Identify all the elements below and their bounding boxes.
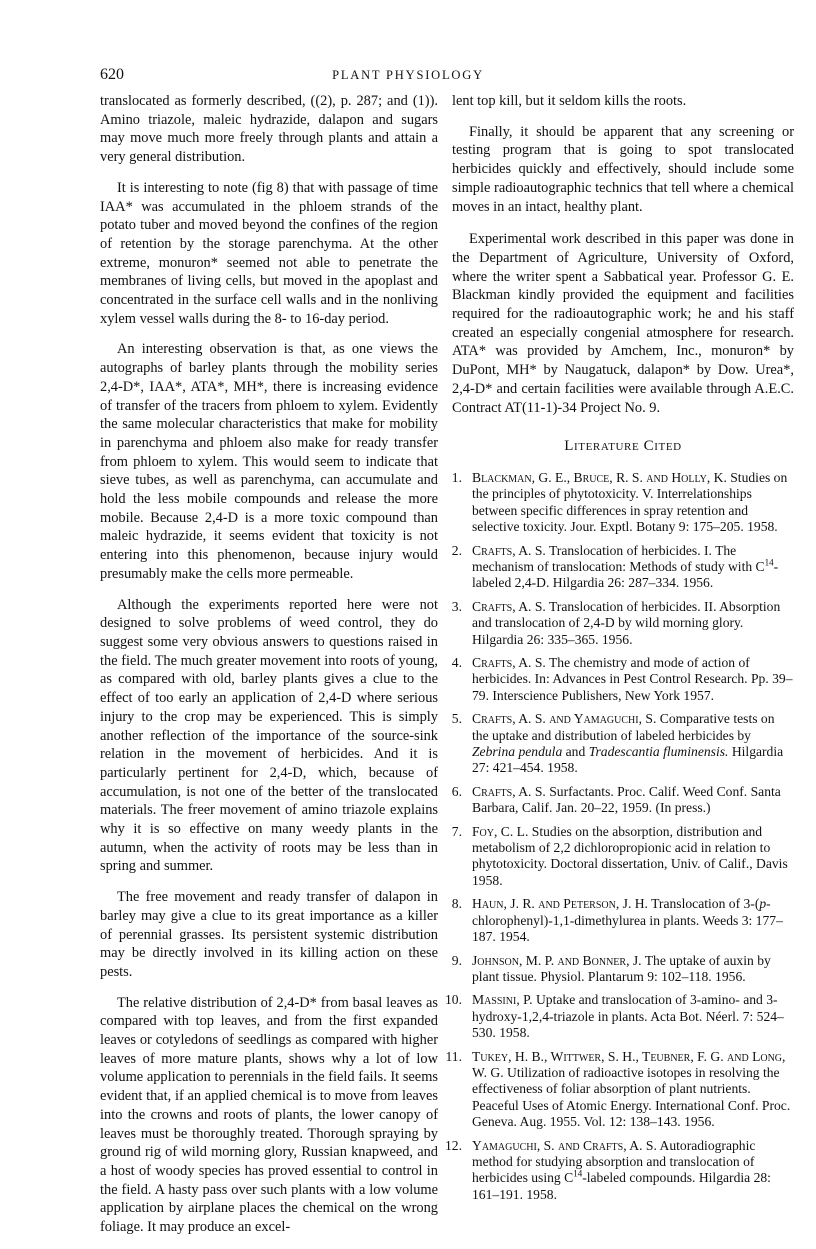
reference-authors: Johnson, M. P. and Bonner, J.	[472, 952, 642, 968]
paragraph: An interesting observation is that, as one views the autographs of barley plants through the mobility series 2,4-D*, IAA*, ATA*, MH*, there is increasing evidence of transfer of the tracers from phloem to xylem. Evidently the same molecular characteristics that make for mobility in parenchyma and phloem also make for ready transfer from phloem to xylem. This would seem to indicate that sieve tubes, as well as parenchyma, can accumulate and hold the less mobile compounds and release the more mobile. Because 2,4-D is a more toxic compound than maleic hydrazide, it seems evident that toxicity is not entering into this phenomenon, because injury would presumably make the cells more permeable.	[100, 341, 438, 582]
reference-item	[452, 543, 794, 592]
reference-number: 7.	[451, 823, 462, 839]
reference-text: The uptake of auxin by plant tissue. Physiol. Plantarum 9: 102–118. 1956.	[472, 952, 771, 984]
reference-text: -labeled 2,4-D. Hilgardia 26: 287–334. 1956.	[472, 558, 779, 591]
reference-text: Comparative tests on the uptake and distribution of labeled herbicides by	[472, 711, 775, 743]
reference-number: 1.	[451, 469, 462, 485]
superscript: 14	[764, 557, 774, 568]
reference-item	[452, 470, 794, 536]
reference-number: 6.	[451, 783, 462, 799]
paragraph: lent top kill, but it seldom kills the roots.	[452, 93, 687, 109]
reference-authors: Tukey, H. B., Wittwer, S. H., Teubner, F. G. and Long, W. G.	[472, 1048, 786, 1080]
reference-authors: Foy, C. L.	[472, 823, 529, 839]
species-name: Tradescantia fluminensis.	[588, 744, 729, 760]
reference-authors: Yamaguchi, S. and Crafts, A. S.	[472, 1137, 657, 1153]
reference-text: Studies on the principles of phytotoxicity. V. Interrelationships between specific differences in spray retention and selective toxicity. Jour. Exptl. Botany 9: 175–205. 1958.	[472, 469, 788, 535]
reference-item	[452, 896, 794, 945]
reference-text: Translocation of 3-(	[651, 896, 760, 912]
reference-number: 3.	[451, 598, 462, 614]
reference-authors: Crafts, A. S.	[472, 598, 546, 614]
paragraph: Although the experiments reported here were not designed to solve problems of weed control, they do suggest some very obvious answers to questions raised in the field. The much greater movement into roots of young, as compared with old, barley plants gives a clue to the effect of too early an application of 2,4-D where serious injury to the crop may be experienced. This is simply another reflection of the importance of the source-sink relation in the movement of herbicides. And it is particularly pertinent for 2,4-D, which, because of accumulation, is not one of the better of the translocated materials. The freer movement of amino triazole explains why it is so effective on many weedy plants in the autumn, when the activity of roots may be less than in spring and summer.	[100, 596, 438, 875]
reference-number: 11.	[445, 1048, 462, 1064]
right-column	[445, 92, 794, 1210]
superscript: 14	[573, 1168, 583, 1179]
reference-item	[445, 992, 794, 1041]
reference-authors: Blackman, G. E., Bruce, R. S. and Holly, K.	[472, 469, 727, 485]
reference-text: Utilization of radioactive isotopes in resolving the effectiveness of foliar absorption of plant nutrients. Peaceful Uses of Atomic Energy. International Conf. Proc. Geneva. Aug. 1955. Vol. 12: 138–143. 1956.	[472, 1064, 791, 1130]
reference-text: Studies on the absorption, distribution and metabolism of 2,2 dichloropropionic acid in relation to phytotoxicity. Doctoral dissertation, Univ. of Calif., Davis 1958.	[472, 823, 788, 888]
reference-number: 5.	[451, 711, 462, 727]
left-column	[100, 92, 438, 1249]
paragraph: translocated as formerly described, ((2), p. 287; and (1)). Amino triazole, maleic hydrazide, dalapon and sugars may move much more freely through plants and attain a very general distribution.	[100, 93, 438, 166]
reference-item	[452, 784, 794, 817]
reference-text: -labeled compounds. Hilgardia 28: 161–191. 1958.	[472, 1170, 771, 1202]
reference-item	[452, 599, 794, 648]
reference-item	[445, 1048, 794, 1131]
reference-text: Uptake and translocation of 3-amino- and 3-hydroxy-1,2,4-triazole in plants. Acta Bot. Néerl. 7: 524–530. 1958.	[472, 992, 784, 1041]
reference-number: 10.	[445, 992, 462, 1008]
reference-text: -chlorophenyl)-1,1-dimethylurea in plants. Weeds 3: 177–187. 1954.	[472, 896, 783, 945]
reference-number: 12.	[445, 1137, 462, 1153]
reference-list	[445, 469, 794, 1203]
reference-text: Surfactants. Proc. Calif. Weed Conf. Santa Barbara, Calif. Jan. 20–22, 1959. (In press.)	[472, 783, 781, 816]
paragraph: Finally, it should be apparent that any screening or testing program that is going to spot translocated herbicides quickly and effectively, should include some simple radioautographic technics that tell where a chemical moves in an intact, healthy plant.	[452, 123, 794, 215]
reference-item	[452, 711, 794, 777]
reference-text: Autoradiographic method for studying absorption and translocation of herbicides using C	[472, 1137, 756, 1186]
reference-authors: Massini, P.	[472, 992, 533, 1008]
reference-text: The chemistry and mode of action of herbicides. In: Advances in Pest Control Research. Pp. 39–79. Interscience Publishers, New York 1957.	[472, 655, 793, 703]
reference-item	[452, 655, 794, 704]
reference-text: Translocation of herbicides. I. The mechanism of translocation: Methods of study with C	[472, 542, 765, 574]
reference-item	[452, 953, 794, 986]
paragraph: The free movement and ready transfer of dalapon in barley may give a clue to its great importance as a killer of perennial grasses. Its persistent systemic distribution may be directly involved in its killing action on these pests.	[100, 889, 438, 980]
reference-number: 2.	[451, 542, 462, 558]
paragraph: It is interesting to note (fig 8) that with passage of time IAA* was accumulated in the phloem strands of the potato tuber and moved beyond the confines of the region of retention by the storage parenchyma. At the other extreme, monuron* seemed not able to penetrate the membranes of living cells, but moved in the apoplast and concentrated in the surface cell walls and in the nonliving xylem vessel walls during the 8- to 16-day period.	[100, 179, 438, 327]
page-number: 620	[100, 66, 124, 83]
reference-authors: Crafts, A. S.	[472, 542, 546, 558]
reference-text: and	[562, 744, 589, 760]
reference-number: 8.	[451, 896, 462, 912]
paragraph: The relative distribution of 2,4-D* from basal leaves as compared with top leaves, and from the first expanded leaves or cotyledons of seedlings as compared with higher leaves of more mature plants, shows why a lot of low volume application to perennials in the field fails. It seems evident that, if an applied chemical is to move from leaves into the crowns and roots of plants, the lower canopy of leaves must be thoroughly treated. Thorough spraying by ground rig of wild morning glory, Russian knapweed, and a host of woody species has proved essential to control in the field. A hasty pass over such plants with a low volume application by airplane places the chemical on the wrong foliage. It may produce an excel-	[100, 994, 438, 1236]
literature-cited-heading: Literature Cited	[564, 438, 682, 455]
reference-authors: Crafts, A. S.	[472, 783, 546, 799]
acknowledgement: Experimental work described in this paper was done in the Department of Agriculture, University of Oxford, where the writer spent a Sabbatical year. Professor G. E. Blackman kindly provided the equipment and facilities required for the radioautographic work; he and his staff created an especially congenial atmosphere for research. ATA* was provided by Amchem, Inc., monuron* by DuPont, MH* by Naugatuck, dalapon* by Dow. Urea*, 2,4-D* and certain facilities were available through A.E.C. Contract AT(11-1)-34 Project No. 9.	[452, 231, 794, 416]
reference-text: Translocation of herbicides. II. Absorption and translocation of 2,4-D by wild morning glory. Hilgardia 26: 335–365. 1956.	[472, 598, 781, 647]
reference-authors: Crafts, A. S. and Yamaguchi, S.	[472, 711, 657, 727]
species-name: Zebrina pendula	[472, 744, 563, 760]
italic-text: p	[759, 896, 767, 912]
reference-item	[445, 1137, 794, 1204]
reference-item	[452, 824, 794, 890]
reference-text: Hilgardia 27: 421–454. 1958.	[472, 744, 784, 776]
reference-authors: Haun, J. R. and Peterson, J. H.	[472, 896, 648, 912]
reference-number: 4.	[451, 655, 462, 671]
reference-number: 9.	[451, 952, 462, 968]
reference-authors: Crafts, A. S.	[472, 655, 546, 671]
running-head: PLANT PHYSIOLOGY	[332, 68, 484, 82]
